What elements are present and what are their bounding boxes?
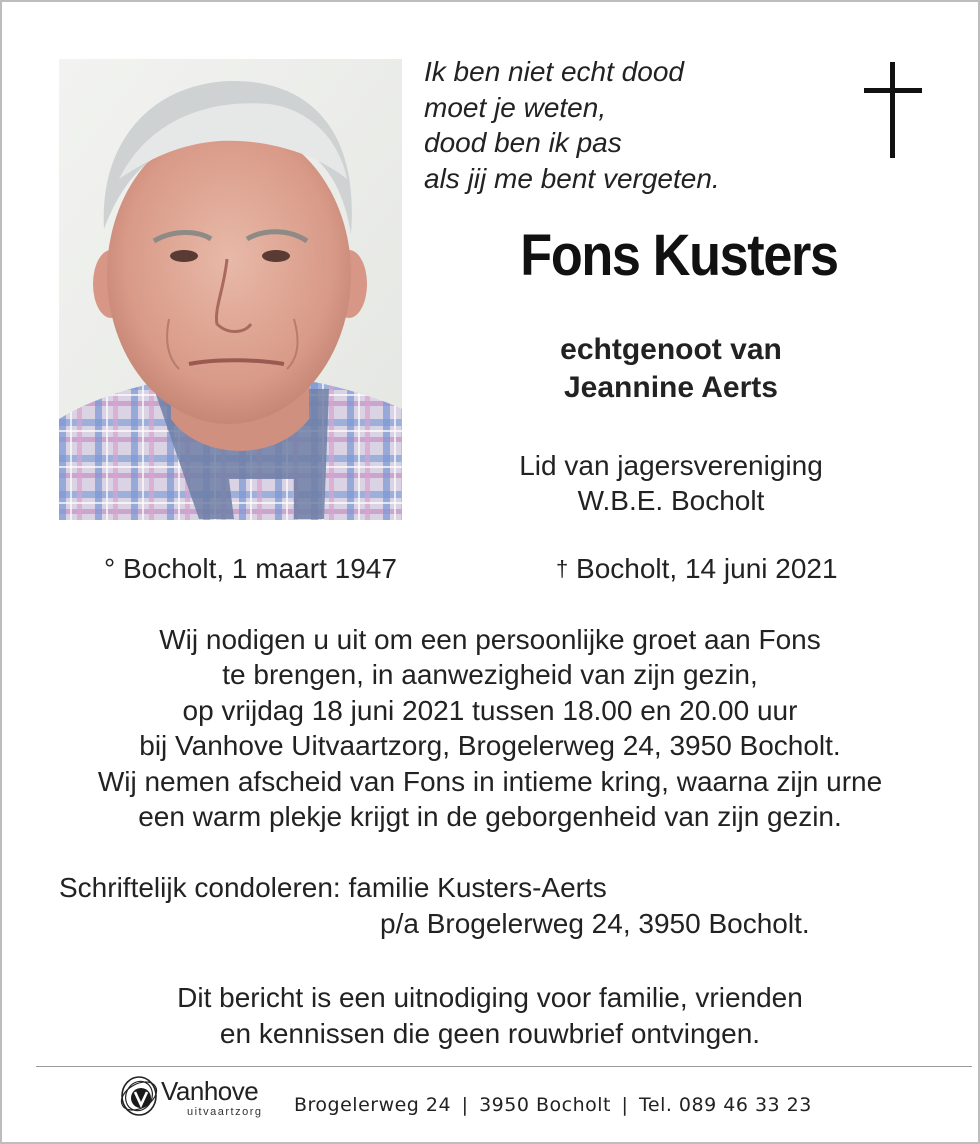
invitation-line: bij Vanhove Uitvaartzorg, Brogelerweg 24, 3950 Bocholt.	[139, 730, 841, 762]
condolence-address: p/a Brogelerweg 24, 3950 Bocholt.	[380, 908, 810, 939]
deceased-name: Fons Kusters	[520, 223, 838, 288]
birth-date	[104, 553, 397, 585]
latin-cross-icon	[864, 62, 922, 158]
condolence-line: Schriftelijk condoleren: familie Kusters-Aerts	[59, 872, 607, 903]
invitation-line: te brengen, in aanwezigheid van zijn gezin,	[222, 659, 758, 691]
birth-text: Bocholt, 1 maart 1947	[122, 553, 397, 584]
dagger-icon: †	[556, 556, 569, 581]
footer-separator: |	[461, 1094, 469, 1116]
spouse-relation: echtgenoot van	[560, 333, 782, 366]
footer-divider	[36, 1066, 972, 1067]
portrait-photo	[59, 59, 402, 520]
invitation-line: Wij nodigen u uit om een persoonlijke groet aan Fons	[159, 624, 821, 655]
footer-contact	[294, 1094, 812, 1116]
spouse-block	[420, 331, 922, 407]
notice-line: Dit bericht is een uitnodiging voor familie, vrienden	[177, 982, 803, 1013]
spouse-name: Jeannine Aerts	[564, 371, 778, 404]
footer-phone: Tel. 089 46 33 23	[639, 1094, 812, 1116]
footer-city: 3950 Bocholt	[479, 1094, 611, 1116]
invitation-line: een warm plekje krijgt in de geborgenheid van zijn gezin.	[138, 801, 842, 833]
notice-line: en kennissen die geen rouwbrief ontvingen.	[219, 1017, 761, 1049]
poem-line: als jij me bent vergeten.	[424, 162, 720, 194]
membership-line: Lid van jagersvereniging	[519, 450, 823, 481]
invitation-text	[30, 622, 950, 834]
poem	[424, 54, 720, 196]
invitation-line: Wij nemen afscheid van Fons in intieme kring, waarna zijn urne	[97, 765, 883, 797]
death-date	[556, 553, 838, 585]
logo-name: Vanhove	[161, 1076, 259, 1106]
poem-line: moet je weten,	[424, 91, 607, 123]
poem-line: dood ben ik pas	[424, 127, 622, 158]
logo-subtitle: uitvaartzorg	[187, 1106, 263, 1118]
footer-address: Brogelerweg 24	[294, 1094, 452, 1116]
death-text: Bocholt, 14 juni 2021	[576, 553, 838, 584]
notice-text	[30, 980, 950, 1051]
vanhove-logo-mark-icon	[117, 1073, 161, 1119]
birth-symbol: °	[104, 553, 116, 584]
vanhove-logo	[117, 1073, 287, 1123]
membership-block	[420, 448, 922, 518]
poem-line: Ik ben niet echt dood	[424, 56, 684, 87]
membership-line: W.B.E. Bocholt	[577, 485, 765, 516]
footer-separator: |	[621, 1094, 629, 1116]
invitation-line: op vrijdag 18 juni 2021 tussen 18.00 en 20.00 uur	[182, 694, 798, 726]
